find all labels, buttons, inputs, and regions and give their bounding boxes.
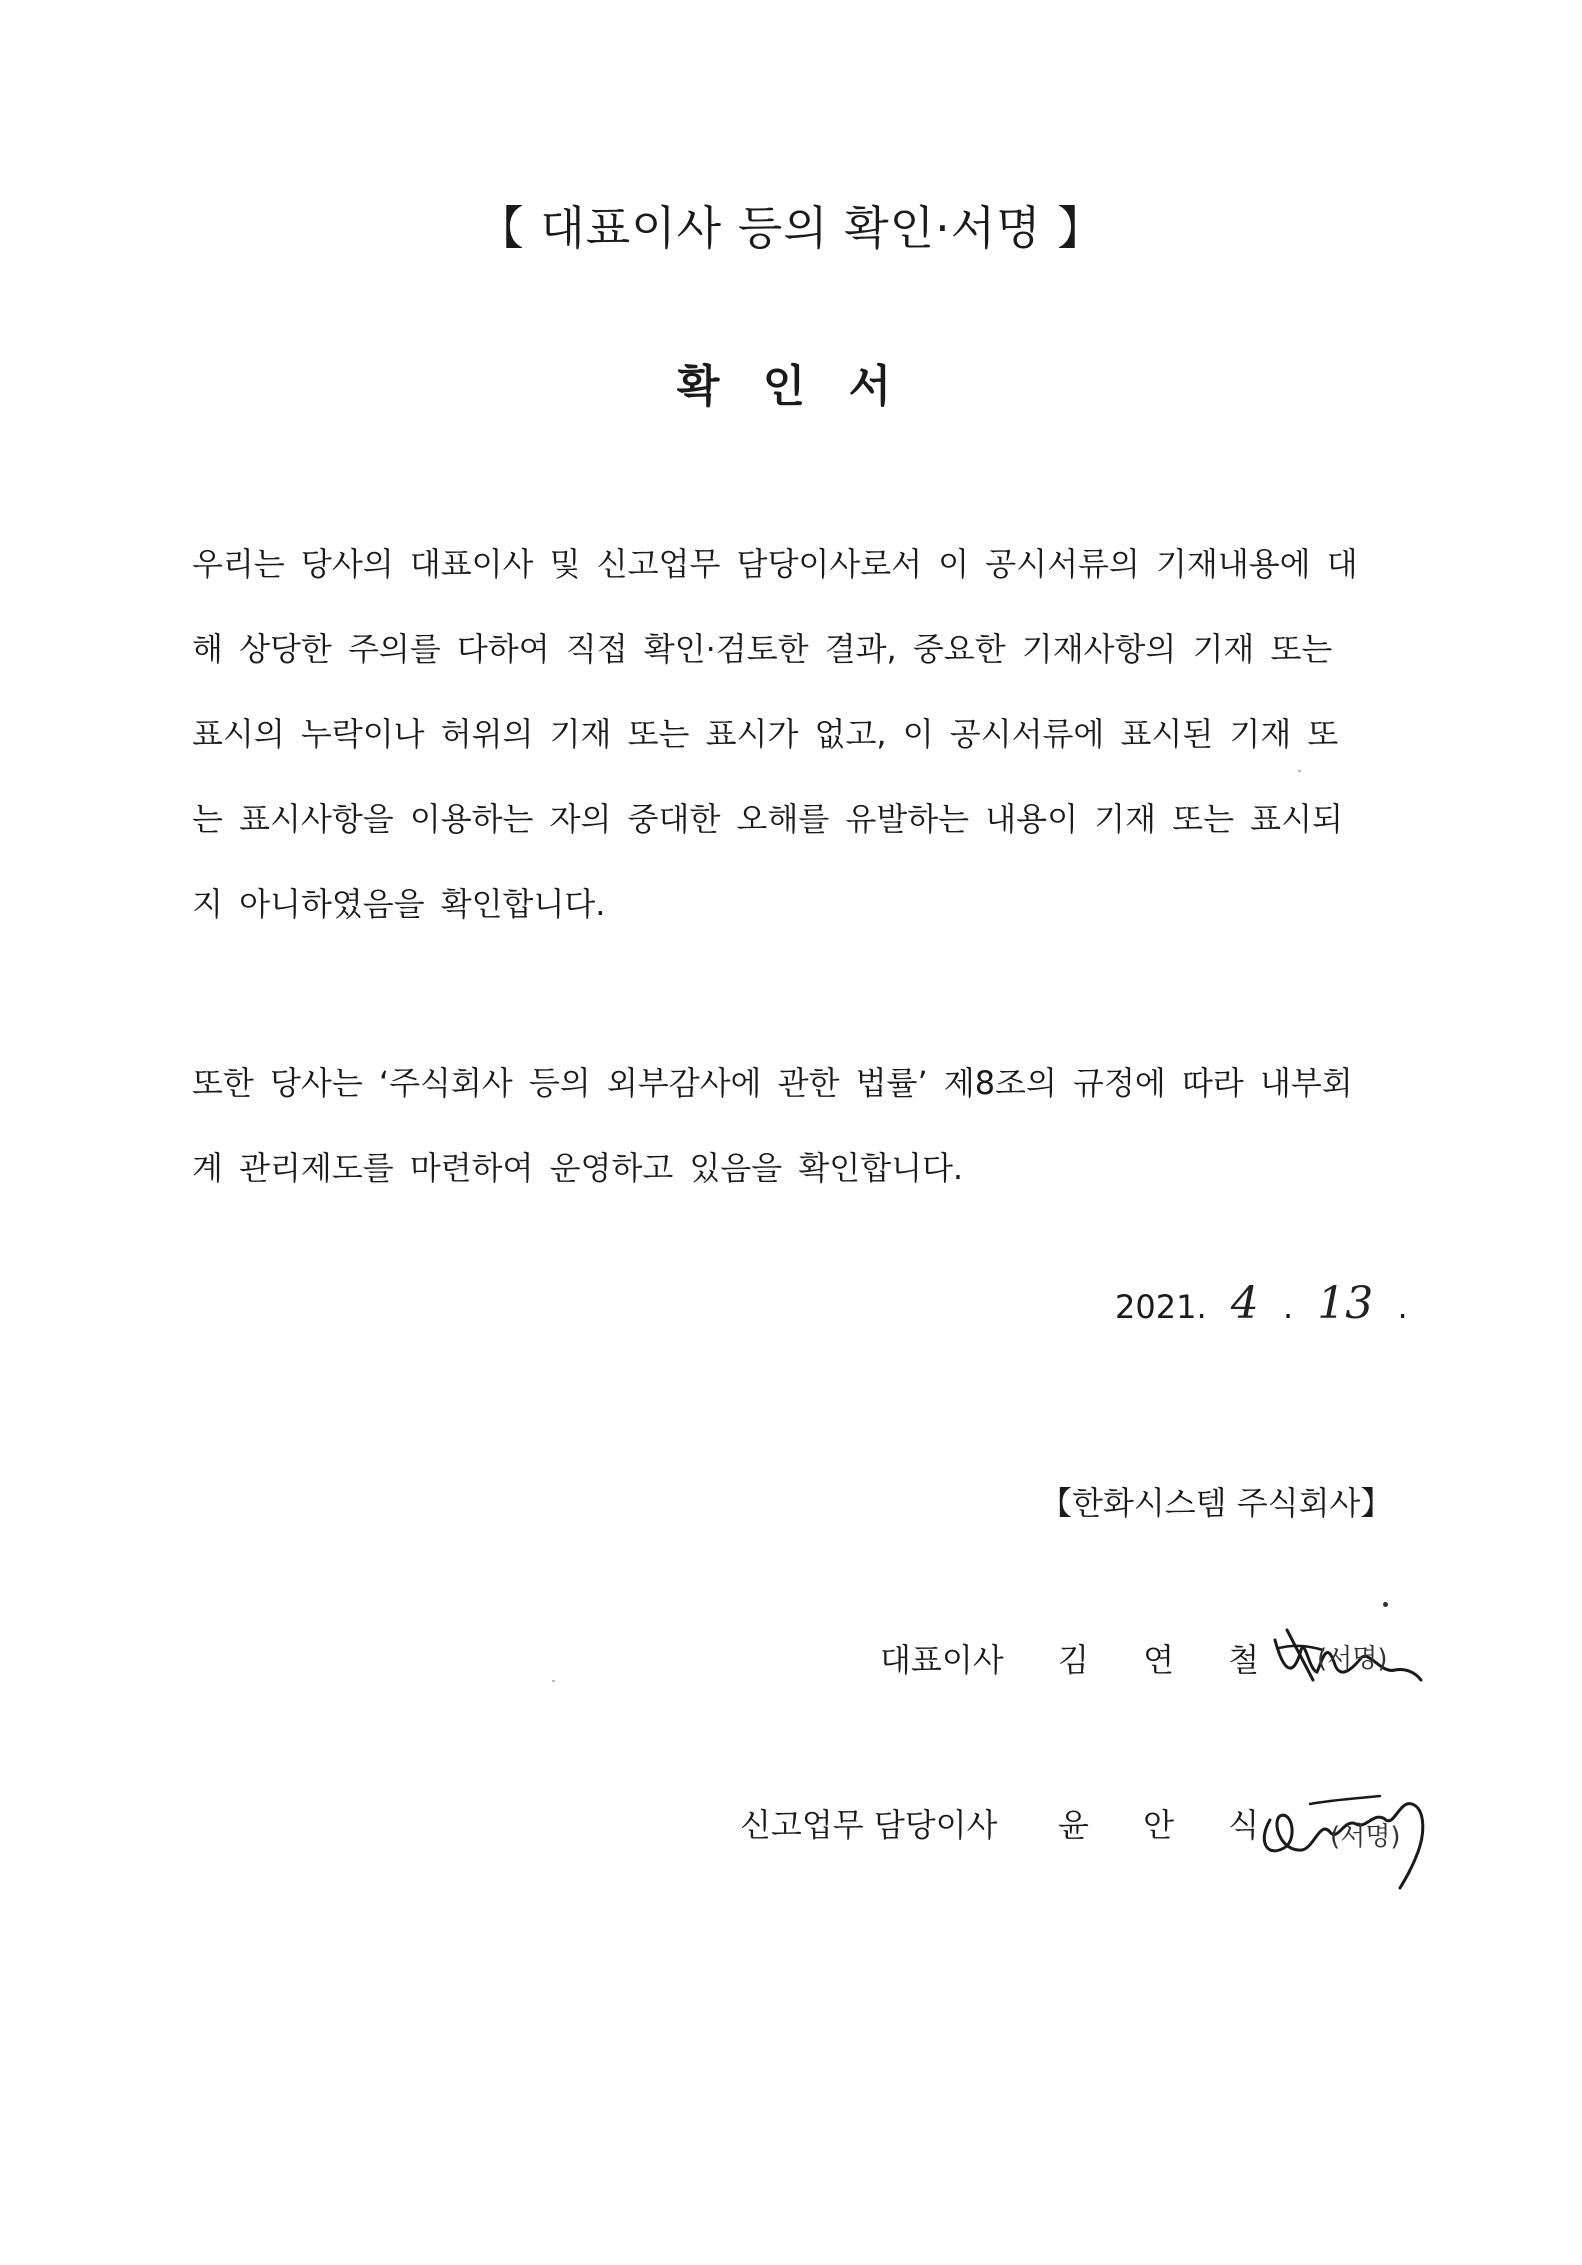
date-separator: . <box>1282 1288 1294 1326</box>
ink-dot <box>1383 1602 1388 1607</box>
paragraph-line: 또한 당사는 ‘주식회사 등의 외부감사에 관한 법률’ 제8조의 규정에 따라 내부회 <box>192 1064 1353 1102</box>
scan-speck <box>1298 770 1301 772</box>
company-name: 【한화시스템 주식회사】 <box>1040 1484 1393 1522</box>
signatory-name: 윤 안 식 <box>1058 1806 1282 1844</box>
document-title: 확 인 서 <box>676 361 906 412</box>
paragraph-line: 우리는 당사의 대표이사 및 신고업무 담당이사로서 이 공시서류의 기재내용에 대 <box>192 545 1358 583</box>
document-date <box>1115 1278 1408 1329</box>
date-month-handwritten: 4 <box>1230 1278 1259 1329</box>
paragraph-line: 는 표시사항을 이용하는 자의 중대한 오해를 유발하는 내용이 기재 또는 표시되 <box>192 800 1343 838</box>
paragraph-line: 계 관리제도를 마련하여 운영하고 있음을 확인합니다. <box>192 1149 964 1187</box>
signatory-role: 대표이사 <box>880 1641 1004 1679</box>
paragraph-line: 지 아니하였음을 확인합니다. <box>192 885 606 923</box>
seal-text: (서명) <box>1330 1822 1401 1852</box>
paragraph-line: 해 상당한 주의를 다하여 직접 확인·검토한 결과, 중요한 기재사항의 기재 또는 <box>192 630 1333 668</box>
scan-speck <box>552 1680 555 1682</box>
date-day-handwritten: 13 <box>1317 1278 1374 1329</box>
signature-disclosure-director <box>1250 1760 1440 1894</box>
date-year: 2021. <box>1115 1288 1207 1326</box>
signatory-role: 신고업무 담당이사 <box>740 1806 998 1844</box>
seal-text: (서명) <box>1317 1644 1388 1674</box>
paragraph-line: 표시의 누락이나 허위의 기재 또는 표시가 없고, 이 공시서류에 표시된 기재 또 <box>192 715 1339 753</box>
date-end: . <box>1397 1288 1408 1326</box>
header-title: 【 대표이사 등의 확인·서명 】 <box>477 201 1105 255</box>
confirmation-paragraph <box>192 522 1412 947</box>
signature-ceo <box>1265 1610 1435 1704</box>
signatory-name: 김 연 철 <box>1058 1641 1282 1679</box>
internal-control-paragraph <box>192 1041 1412 1211</box>
